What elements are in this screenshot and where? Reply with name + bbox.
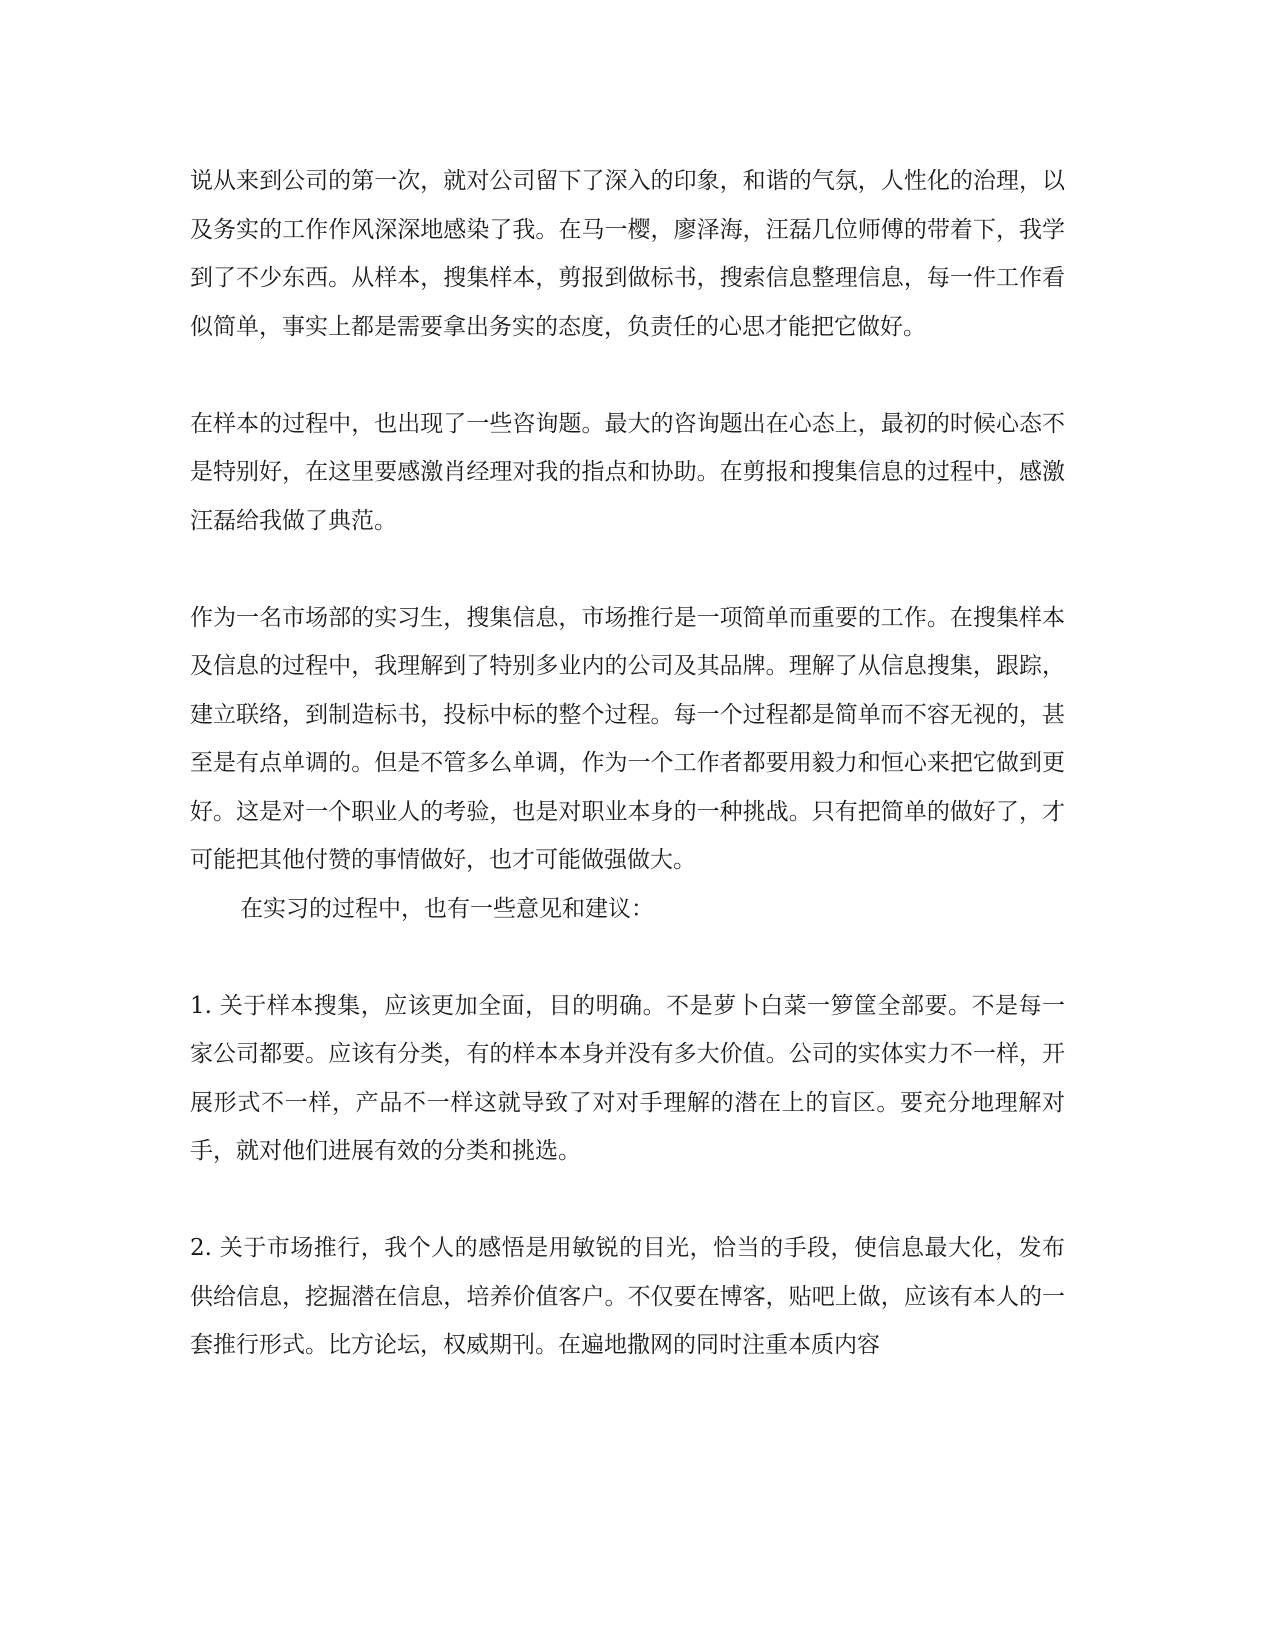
paragraph-spacer [190,933,1065,982]
document-body [190,157,1065,1370]
paragraph-4: 在实习的过程中，也有一些意见和建议： [240,895,654,922]
paragraph-2: 在样本的过程中，也出现了一些咨询题。最大的咨询题出在心态上，最初的时候心态不是特别好，在这里要感激肖经理对我的指点和协助。在剪报和搜集信息的过程中，感激汪磊给我做了典范。 [190,410,1065,534]
paragraph-spacer [190,545,1065,594]
list-item-1: 1. 关于样本搜集，应该更加全面，目的明确。不是萝卜白菜一箩筐全部要。不是每一家公司都要。应该有分类，有的样本本身并没有多大价值。公司的实体实力不一样，开展形式不一样，产品不一样这就导致了对对手理解的潜在上的盲区。要充分地理解对手，就对他们进展有效的分类和挑选。 [190,992,1065,1164]
paragraph-spacer [190,351,1065,400]
paragraph-1: 说从来到公司的第一次，就对公司留下了深入的印象，和谐的气氛，人性化的治理，以及务实的工作作风深深地感染了我。在马一樱，廖泽海，汪磊几位师傅的带着下，我学到了不少东西。从样本，搜集样本，剪报到做标书，搜索信息整理信息，每一件工作看似简单，事实上都是需要拿出务实的态度，负责任的心思才能把它做好。 [190,168,1065,340]
list-item-2: 2. 关于市场推行，我个人的感悟是用敏锐的目光，恰当的手段，使信息最大化，发布供给信息，挖掘潜在信息，培养价值客户。不仅要在博客，贴吧上做，应该有本人的一套推行形式。比方论坛，权威期刊。在遍地撒网的同时注重本质内容 [190,1235,1065,1358]
paragraph-spacer [190,1176,1065,1225]
paragraph-3: 作为一名市场部的实习生，搜集信息，市场推行是一项简单而重要的工作。在搜集样本及信息的过程中，我理解到了特别多业内的公司及其品牌。理解了从信息搜集，跟踪，建立联络，到制造标书，投标中标的整个过程。每一个过程都是简单而不容无视的，甚至是有点单调的。但是不管多么单调，作为一个工作者都要用毅力和恒心来把它做到更好。这是对一个职业人的考验，也是对职业本身的一种挑战。只有把简单的做好了，才可能把其他付赞的事情做好，也才可能做强做大。 [190,604,1065,873]
